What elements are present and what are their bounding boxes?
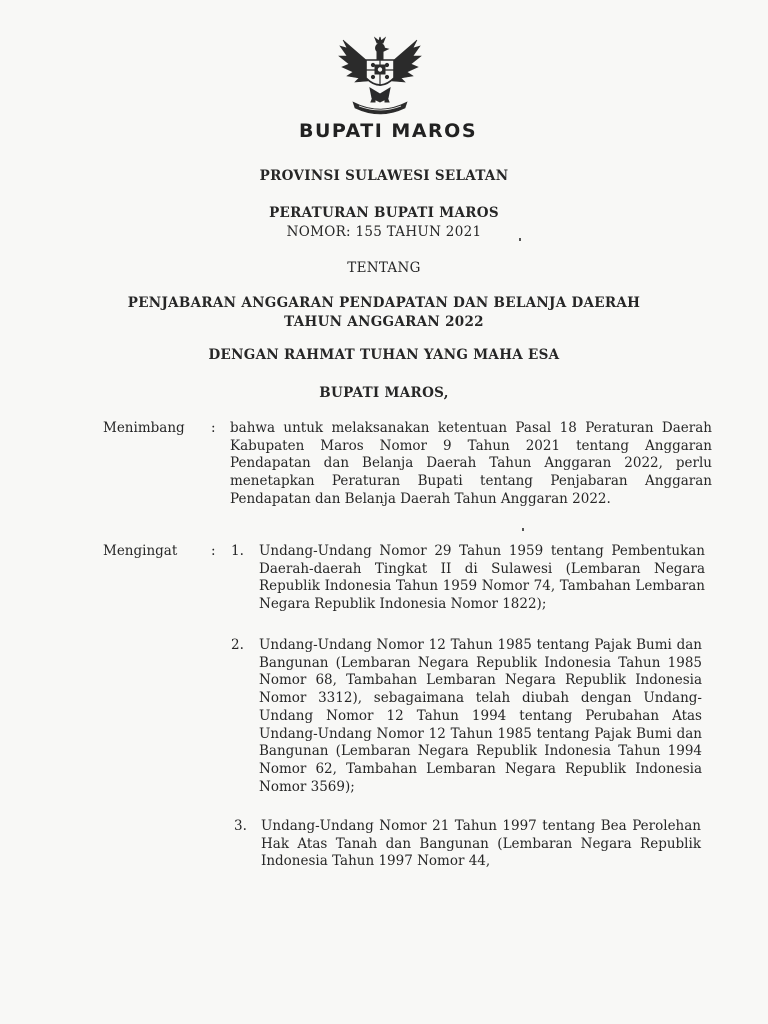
subject-line-1: PENJABARAN ANGGARAN PENDAPATAN DAN BELANJA DAERAH [127, 295, 641, 311]
regulation-title: PERATURAN BUPATI MAROS [269, 205, 499, 221]
mengingat-item-text: Undang-Undang Nomor 21 Tahun 1997 tentang Bea Perolehan Hak Atas Tanah dan Bangunan (Lembaran Negara Republik Indonesia Tahun 1997 Nomor 44, [261, 818, 701, 870]
mengingat-colon: : [211, 543, 216, 559]
authority-line: BUPATI MAROS, [319, 385, 449, 401]
province-name: PROVINSI SULAWESI SELATAN [259, 168, 509, 184]
mengingat-item-number: 1. [231, 543, 244, 559]
menimbang-colon: : [211, 420, 216, 436]
mengingat-item-number: 3. [234, 818, 247, 834]
scan-speck [519, 238, 521, 241]
scan-speck [522, 528, 524, 531]
mengingat-label: Mengingat [103, 543, 178, 559]
mengingat-item-text: Undang-Undang Nomor 29 Tahun 1959 tentang Pembentukan Daerah-daerah Tingkat II di Sulawesi (Lembaran Negara Republik Indonesia Tahun 1959 Nomor 74, Tambahan Lembaran Negara Republik Indonesia Nomor 1822); [259, 543, 705, 613]
document-title: BUPATI MAROS [298, 120, 478, 142]
mengingat-item-text: Undang-Undang Nomor 12 Tahun 1985 tentang Pajak Bumi dan Bangunan (Lembaran Negara Republik Indonesia Tahun 1985 Nomor 68, Tambahan Lembaran Negara Republik Indonesia Nomor 3312), sebagaimana telah diubah dengan Undang-Undang Nomor 12 Tahun 1994 tentang Perubahan Atas Undang-Undang Nomor 12 Tahun 1985 tentang Pajak Bumi dan Bangunan (Lembaran Negara Republik Indonesia Tahun 1994 Nomor 62, Tambahan Lembaran Negara Republik Indonesia Nomor 3569); [259, 637, 702, 795]
garuda-emblem-icon [335, 36, 425, 116]
mengingat-item-number: 2. [231, 637, 244, 653]
about-heading: TENTANG [347, 260, 421, 276]
menimbang-label: Menimbang [103, 420, 185, 436]
menimbang-text: bahwa untuk melaksanakan ketentuan Pasal 18 Peraturan Daerah Kabupaten Maros Nomor 9 Tahun 2021 tentang Anggaran Pendapatan dan Belanja Daerah Tahun Anggaran 2022, perlu menetapkan Peraturan Bupati tentang Penjabaran Anggaran Pendapatan dan Belanja Daerah Tahun Anggaran 2022. [230, 420, 712, 507]
regulation-number: NOMOR: 155 TAHUN 2021 [286, 224, 482, 240]
blessing-line: DENGAN RAHMAT TUHAN YANG MAHA ESA [208, 347, 560, 363]
subject-line-2: TAHUN ANGGARAN 2022 [284, 314, 484, 330]
